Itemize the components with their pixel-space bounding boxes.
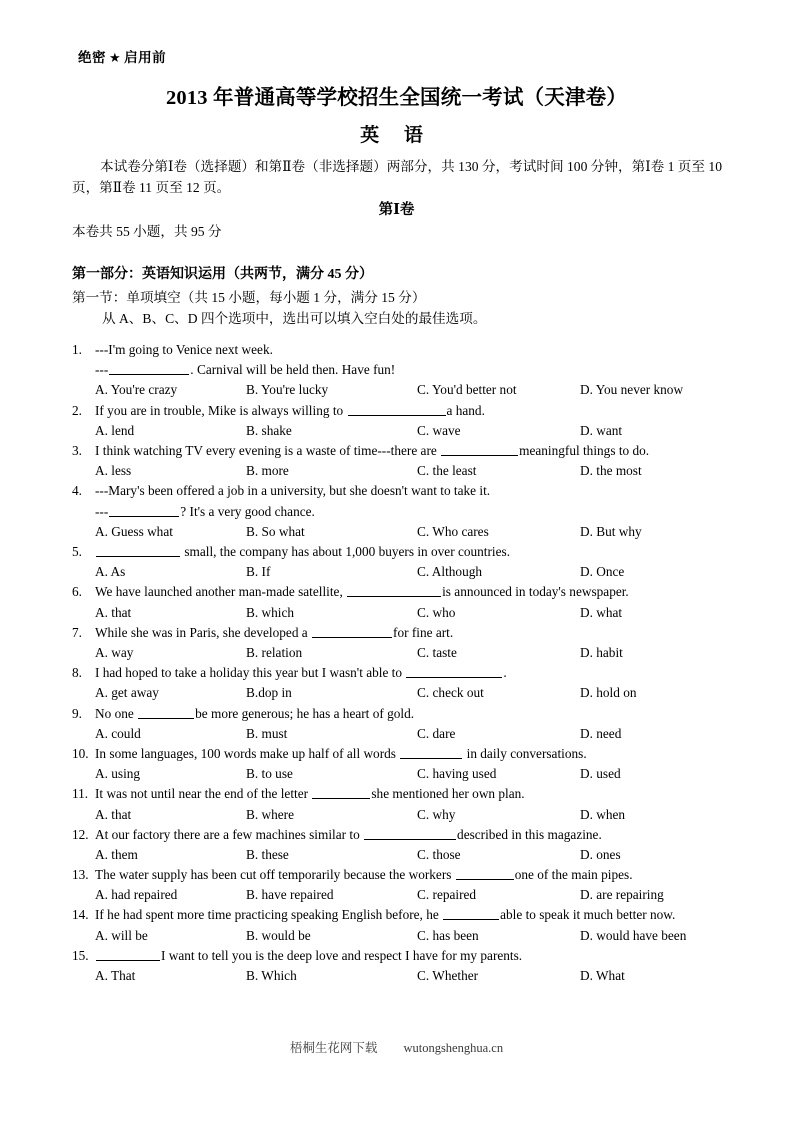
question-stem-before-blank: I think watching TV every evening is a waste of time---there are (95, 442, 441, 458)
question-item (72, 825, 732, 865)
option-b[interactable]: B. shake (246, 422, 292, 438)
question-text-line (72, 905, 732, 925)
answer-blank[interactable] (96, 948, 160, 961)
question-item (72, 744, 732, 784)
option-d[interactable]: D. But why (580, 523, 642, 539)
option-c[interactable]: C. wave (417, 422, 461, 438)
option-d[interactable]: D. when (580, 806, 626, 822)
question-text-line (72, 360, 732, 380)
option-b[interactable]: B. have repaired (246, 887, 334, 903)
option-a[interactable]: A. Guess what (95, 523, 173, 539)
question-stem-after-blank: a hand. (446, 402, 485, 418)
option-a[interactable]: A. You're crazy (95, 382, 178, 398)
option-row (72, 885, 732, 905)
question-stem-before-blank: If you are in trouble, Mike is always willing to (95, 402, 347, 418)
footer-site-url: wutongshenghua.cn (403, 1041, 504, 1055)
option-b[interactable]: B. So what (246, 523, 305, 539)
question-text-line (72, 946, 732, 966)
question-stem-after-blank: one of the main pipes. (514, 867, 633, 883)
question-stem-before-blank: --- (95, 503, 109, 519)
question-number: 13. (72, 867, 89, 883)
question-text-line (72, 865, 732, 885)
option-b[interactable]: B. more (246, 463, 289, 479)
option-row (72, 683, 732, 703)
part-one-heading: 第一部分：英语知识运用（共两节，满分 45 分） (72, 267, 373, 282)
question-stem-after-blank: . Carnival will be held then. Have fun! (190, 362, 396, 378)
question-list (72, 340, 732, 986)
question-stem-after-blank: able to speak it much better now. (500, 907, 676, 923)
option-c[interactable]: C. Although (417, 564, 483, 580)
page-footer (0, 1038, 793, 1056)
option-row (72, 845, 732, 865)
question-number: 5. (72, 543, 82, 559)
question-text-line (72, 784, 732, 804)
answer-blank[interactable] (406, 665, 502, 678)
answer-blank[interactable] (400, 746, 462, 759)
answer-blank[interactable] (364, 827, 456, 840)
answer-blank[interactable] (443, 907, 499, 920)
option-b[interactable]: B. Which (246, 968, 297, 984)
option-c[interactable]: C. having used (417, 766, 497, 782)
answer-blank[interactable] (312, 786, 370, 799)
question-item (72, 340, 732, 401)
question-stem-before-blank: I had hoped to take a holiday this year but I wasn't able to (95, 665, 406, 681)
option-row (72, 562, 732, 582)
question-item (72, 542, 732, 582)
question-number: 15. (72, 947, 89, 963)
option-b[interactable]: B. which (246, 604, 295, 620)
question-stem-after-blank: be more generous; he has a heart of gold. (195, 705, 415, 721)
volume-heading: 第Ⅰ卷 (378, 202, 415, 218)
option-d[interactable]: D. what (580, 604, 623, 620)
question-text-line (72, 441, 732, 461)
question-item (72, 784, 732, 824)
page-title: 2013 年普通高等学校招生全国统一考试（天津卷） (165, 87, 628, 109)
option-d[interactable]: D. You never know (580, 382, 684, 398)
question-item (72, 582, 732, 622)
option-row (72, 421, 732, 441)
section-instruction: 从 A、B、C、D 四个选项中，选出可以填入空白处的最佳选项。 (102, 311, 487, 326)
option-row (72, 461, 732, 481)
option-a[interactable]: A. will be (95, 927, 148, 943)
question-number: 11. (72, 786, 89, 802)
answer-blank[interactable] (348, 403, 446, 416)
question-stem-after-blank: is announced in today's newspaper. (442, 584, 629, 600)
question-stem-before-blank: It was not until near the end of the letter (95, 786, 312, 802)
option-d[interactable]: D. would have been (580, 927, 687, 943)
question-stem-before-blank: In some languages, 100 words make up half of all words (95, 745, 400, 761)
option-d[interactable]: D. want (580, 422, 623, 438)
option-row (72, 724, 732, 744)
option-a[interactable]: A. As (95, 564, 126, 580)
option-a[interactable]: A. less (95, 463, 132, 479)
answer-blank[interactable] (456, 867, 514, 880)
option-row (72, 805, 732, 825)
question-number: 1. (72, 342, 82, 357)
question-item (72, 663, 732, 703)
option-row (72, 966, 732, 986)
option-d[interactable]: D. ones (580, 846, 621, 862)
question-stem-before-blank: At our factory there are a few machines similar to (95, 826, 364, 842)
question-stem-before-blank: If he had spent more time practicing speaking English before, he (95, 907, 443, 923)
question-stem-after-blank: described in this magazine. (457, 826, 602, 842)
question-stem-after-blank: meaningful things to do. (519, 442, 650, 458)
before-use-label: 启用前 (124, 50, 167, 66)
option-c[interactable]: C. dare (417, 725, 456, 741)
option-a[interactable]: A. get away (95, 685, 159, 701)
question-item (72, 704, 732, 744)
option-b[interactable]: B. You're lucky (246, 382, 329, 398)
question-text-line (72, 401, 732, 421)
subject-title: 英 语 (360, 125, 433, 146)
question-stem-after-blank: ? It's a very good chance. (180, 503, 315, 519)
question-text-line (72, 825, 732, 845)
answer-blank[interactable] (441, 443, 518, 456)
option-d[interactable]: D. the most (580, 463, 642, 479)
option-a[interactable]: A. using (95, 766, 141, 782)
question-text-line (72, 663, 732, 683)
option-row (72, 643, 732, 663)
option-a[interactable]: A. could (95, 725, 141, 741)
question-item (72, 905, 732, 945)
question-stem-after-blank: I want to tell you is the deep love and respect I have for my parents. (161, 947, 523, 963)
option-a[interactable]: A. That (95, 968, 136, 984)
option-a[interactable]: A. way (95, 644, 134, 660)
question-text-line (72, 542, 732, 562)
option-c[interactable]: C. the least (417, 463, 477, 479)
question-stem-before-blank: While she was in Paris, she developed a (95, 624, 312, 640)
option-d[interactable]: D. are repairing (580, 887, 664, 903)
option-b[interactable]: B. where (246, 806, 294, 822)
option-row (72, 926, 732, 946)
question-number: 6. (72, 584, 82, 600)
answer-blank[interactable] (96, 544, 180, 557)
option-row (72, 522, 732, 542)
question-stem-after-blank: she mentioned her own plan. (371, 786, 525, 802)
question-stem-before-blank: ---I'm going to Venice next week. (95, 342, 273, 357)
answer-blank[interactable] (109, 504, 179, 517)
question-stem-before-blank: --- (95, 362, 109, 378)
answer-blank[interactable] (347, 584, 441, 597)
option-c[interactable]: C. why (417, 806, 456, 822)
option-a[interactable]: A. lend (95, 422, 135, 438)
option-d[interactable]: D. What (580, 968, 625, 984)
question-stem-after-blank: in daily conversations. (463, 745, 587, 761)
question-stem-after-blank: for fine art. (393, 624, 454, 640)
question-item (72, 441, 732, 481)
option-c[interactable]: C. You'd better not (417, 382, 517, 398)
option-c[interactable]: C. Who cares (417, 523, 489, 539)
question-stem-after-blank: small, the company has about 1,000 buyers in over countries. (181, 543, 511, 559)
star-icon: ★ (109, 51, 122, 66)
option-b[interactable]: B. would be (246, 927, 311, 943)
question-item (72, 481, 732, 542)
question-text-line (72, 582, 732, 602)
option-row (72, 764, 732, 784)
question-number: 8. (72, 665, 82, 681)
option-row (72, 380, 732, 400)
answer-blank[interactable] (138, 706, 194, 719)
option-c[interactable]: C. taste (417, 644, 457, 660)
question-number: 7. (72, 624, 82, 640)
confidential-header (78, 46, 166, 66)
option-b[interactable]: B. If (246, 564, 271, 580)
question-number: 2. (72, 402, 82, 418)
question-text-line (72, 704, 732, 724)
answer-blank[interactable] (109, 362, 189, 375)
question-number: 9. (72, 705, 82, 721)
question-number: 12. (72, 826, 89, 842)
option-b[interactable]: B. must (246, 725, 288, 741)
volume-note: 本卷共 55 小题，共 95 分 (72, 224, 222, 239)
question-number: 3. (72, 442, 82, 458)
question-number: 10. (72, 745, 89, 761)
question-text-line (72, 340, 732, 360)
question-text-line (72, 744, 732, 764)
option-b[interactable]: B. relation (246, 644, 303, 660)
option-c[interactable]: C. check out (417, 685, 484, 701)
question-item (72, 865, 732, 905)
question-stem-before-blank: The water supply has been cut off temporarily because the workers (95, 867, 455, 883)
option-a[interactable]: A. them (95, 846, 138, 862)
exam-intro-paragraph: 本试卷分第Ⅰ卷（选择题）和第Ⅱ卷（非选择题）两部分，共 130 分，考试时间 100 分钟，第Ⅰ卷 1 页至 10 页，第Ⅱ卷 11 页至 12 页。 (72, 159, 722, 195)
option-c[interactable]: C. has been (417, 927, 479, 943)
option-a[interactable]: A. that (95, 604, 132, 620)
question-stem-after-blank: . (503, 665, 507, 681)
answer-blank[interactable] (312, 625, 392, 638)
option-c[interactable]: C. Whether (417, 968, 479, 984)
question-stem-before-blank: No one (95, 705, 138, 721)
option-d[interactable]: D. habit (580, 644, 623, 660)
confidential-label: 绝密 (78, 50, 106, 66)
option-a[interactable]: A. that (95, 806, 132, 822)
option-b[interactable]: B. to use (246, 766, 293, 782)
section-one-heading: 第一节：单项填空（共 15 小题，每小题 1 分，满分 15 分） (72, 290, 426, 305)
question-text-line (72, 502, 732, 522)
question-stem-before-blank: ---Mary's been offered a job in a university, but she doesn't want to take it. (95, 483, 491, 499)
option-row (72, 603, 732, 623)
question-item (72, 946, 732, 986)
question-item (72, 401, 732, 441)
option-d[interactable]: D. need (580, 725, 622, 741)
question-stem-before-blank: We have launched another man-made satellite, (95, 584, 347, 600)
question-text-line (72, 623, 732, 643)
option-b[interactable]: B. these (246, 846, 289, 862)
question-text-line (72, 481, 732, 501)
option-d[interactable]: D. used (580, 766, 621, 782)
option-a[interactable]: A. had repaired (95, 887, 178, 903)
option-c[interactable]: C. those (417, 846, 461, 862)
option-d[interactable]: D. Once (580, 564, 625, 580)
question-item (72, 623, 732, 663)
footer-site-name: 梧桐生花网下载 (289, 1041, 378, 1055)
option-b[interactable]: B.dop in (246, 685, 292, 701)
question-number: 14. (72, 907, 89, 923)
option-c[interactable]: C. repaired (417, 887, 477, 903)
option-d[interactable]: D. hold on (580, 685, 637, 701)
option-c[interactable]: C. who (417, 604, 456, 620)
question-number: 4. (72, 483, 82, 499)
